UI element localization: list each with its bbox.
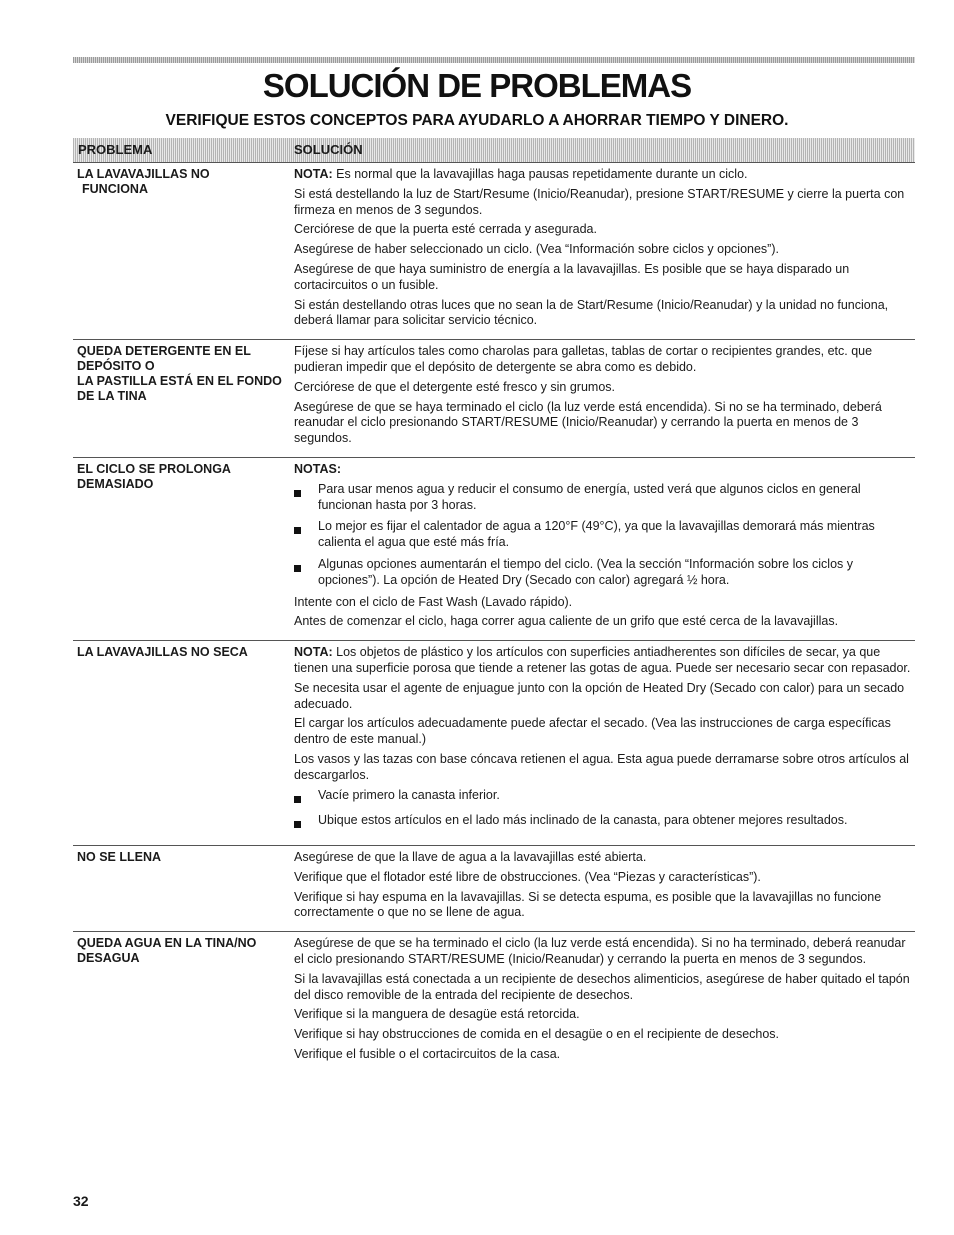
top-rule <box>73 57 915 63</box>
solution-body: Verifique el fusible o el cortacircuitos de la casa. <box>294 1047 561 1062</box>
bullet-square-icon <box>294 821 301 828</box>
page-subtitle: VERIFIQUE ESTOS CONCEPTOS PARA AYUDARLO A AHORRAR TIEMPO Y DINERO. <box>165 112 789 129</box>
solution-text <box>294 752 915 784</box>
note-label: NOTA: <box>294 167 333 181</box>
solution-body: Si están destellando otras luces que no sean la de Start/Resume (Inicio/Reanudar) y la unidad no funciona, deberá llamar para solicitar servicio técnico. <box>294 297 889 328</box>
bullet-item <box>294 813 915 833</box>
solution-body: Asegúrese de que haya suministro de energía a la lavavajillas. Es posible que se haya disparado un cortacircuitos o un fusible. <box>294 261 850 292</box>
bullet-text: Vacíe primero la canasta inferior. <box>318 787 500 802</box>
solution-text <box>294 462 915 478</box>
solution-text <box>294 1027 915 1043</box>
solution-body: Asegúrese de que se haya terminado el ciclo (la luz verde está encendida). Si no se ha terminado, deberá reanudar el ciclo presionando START/RESUME (Inicio/Reanudar) y cerrando la puerta en menos de 3 segundos. <box>294 399 882 446</box>
problem-cell <box>73 645 294 839</box>
solution-body: Antes de comenzar el ciclo, haga correr agua caliente de un grifo que esté cerca de la lavavajillas. <box>294 614 839 629</box>
solution-text <box>294 1047 915 1063</box>
column-header-solution: SOLUCIÓN <box>294 142 363 157</box>
bullet-square-icon <box>294 490 301 497</box>
solution-text <box>294 262 915 294</box>
solution-text <box>294 645 915 677</box>
solution-text <box>294 972 915 1004</box>
solution-body: Los vasos y las tazas con base cóncava retienen el agua. Esta agua puede derramarse sobre otros artículos al descargarlos. <box>294 751 909 782</box>
solution-body: Verifique si hay espuma en la lavavajillas. Si se detecta espuma, es posible que la lavavajillas no funcione correctamente o que no se llene de agua. <box>294 889 882 920</box>
problem-label: LA LAVAVAJILLAS NO <box>77 167 210 181</box>
solution-body: Los objetos de plástico y los artículos con superficies antiadherentes son difíciles de secar, ya que tienen una superficie porosa que tiende a retener las gotas de agua. Puede ser necesario secar con repasador. <box>294 645 911 675</box>
problem-label: DEMASIADO <box>77 476 154 491</box>
solution-body: Intente con el ciclo de Fast Wash (Lavado rápido). <box>294 594 573 609</box>
page-title: SOLUCIÓN DE PROBLEMAS <box>262 67 692 104</box>
solution-body: Asegúrese de que se ha terminado el ciclo (la luz verde está encendida). Si no ha terminado, deberá reanudar el ciclo presionando START/RESUME (Inicio/Reanudar) y cerrando la puerta en menos de 3 segundos. <box>294 936 906 967</box>
problem-cell <box>73 936 294 1067</box>
problem-label: QUEDA AGUA EN LA TINA/NO <box>77 936 257 951</box>
table-header-bar <box>73 138 915 163</box>
solution-body: Verifique si hay obstrucciones de comida en el desagüe o en el recipiente de desechos. <box>294 1027 780 1042</box>
solution-text <box>294 400 915 447</box>
problem-label: EL CICLO SE PROLONGA <box>77 461 231 476</box>
solution-body: Verifique si la manguera de desagüe está retorcida. <box>294 1007 580 1022</box>
solution-body: Si la lavavajillas está conectada a un recipiente de desechos alimenticios, asegúrese de haber quitado el tapón del disco removible de la entrada del recipiente de desechos. <box>294 971 910 1002</box>
solution-body: Fíjese si hay artículos tales como charolas para galletas, tablas de cortar o recipientes grandes, etc. que pudieran impedir que el depósito de detergente se abra como es debido. <box>294 344 873 374</box>
solution-cell <box>294 936 915 1067</box>
solution-body: El cargar los artículos adecuadamente puede afectar el secado. (Vea las instrucciones de carga específicas dentro de este manual.) <box>294 716 891 747</box>
solution-body: Se necesita usar el agente de enjuague junto con la opción de Heated Dry (Secado con calor) para un secado adecuado. <box>294 680 905 711</box>
note-label: NOTAS: <box>294 461 341 476</box>
solution-body: Es normal que la lavavajillas haga pausas repetidamente durante un ciclo. <box>332 167 748 181</box>
problem-label: QUEDA DETERGENTE EN EL DEPÓSITO O <box>77 344 251 374</box>
problem-label: FUNCIONA <box>82 182 148 196</box>
problem-cell <box>73 167 294 333</box>
bullet-item <box>294 557 915 589</box>
solution-text <box>294 298 915 330</box>
solution-text <box>294 167 915 183</box>
bullet-square-icon <box>294 527 301 534</box>
solution-text <box>294 850 915 866</box>
solution-text <box>294 870 915 886</box>
solution-cell <box>294 462 915 634</box>
column-header-problem: PROBLEMA <box>78 142 153 157</box>
solution-body: Cerciórese de que la puerta esté cerrada y asegurada. <box>294 222 597 237</box>
bullet-item <box>294 788 915 808</box>
bullet-square-icon <box>294 565 301 572</box>
solution-text <box>294 716 915 748</box>
solution-cell <box>294 645 915 839</box>
solution-text <box>294 614 915 630</box>
table-row <box>73 846 915 932</box>
solution-body: Cerciórese de que el detergente esté fresco y sin grumos. <box>294 379 616 394</box>
problem-label: LA PASTILLA ESTÁ EN EL FONDO DE LA TINA <box>77 374 282 404</box>
problem-label: LA LAVAVAJILLAS NO SECA <box>77 645 248 660</box>
solution-text <box>294 890 915 922</box>
bullet-text: Ubique estos artículos en el lado más inclinado de la canasta, para obtener mejores resultados. <box>318 813 848 828</box>
problem-label: NO SE LLENA <box>77 850 162 865</box>
solution-text <box>294 681 915 713</box>
bullet-text: Algunas opciones aumentarán el tiempo del ciclo. (Vea la sección “Información sobre los ciclos y opciones”). La opción de Heated Dry (Secado con calor) agregará ½ hora. <box>318 556 853 587</box>
table-row <box>73 163 915 340</box>
solution-body: Si está destellando la luz de Start/Resume (Inicio/Reanudar), presione START/RESUME y cierre la puerta con firmeza en menos de 3 segundos. <box>294 186 905 217</box>
solution-cell <box>294 167 915 333</box>
bullet-text: Para usar menos agua y reducir el consumo de energía, usted verá que algunos ciclos en general funcionan hasta por 3 horas. <box>318 481 861 512</box>
note-label: NOTA: <box>294 645 333 660</box>
solution-text <box>294 344 915 376</box>
table-row <box>73 340 915 458</box>
solution-body: Asegúrese de que la llave de agua a la lavavajillas esté abierta. <box>294 850 647 865</box>
solution-body: Verifique que el flotador esté libre de obstrucciones. (Vea “Piezas y características”). <box>294 869 761 884</box>
solution-text <box>294 595 915 611</box>
table-row <box>73 641 915 846</box>
solution-text <box>294 187 915 219</box>
table-row <box>73 458 915 641</box>
solution-cell <box>294 850 915 925</box>
bullet-item <box>294 482 915 514</box>
problem-label: DESAGUA <box>77 951 140 966</box>
problem-cell <box>73 462 294 634</box>
problem-cell <box>73 850 294 925</box>
bullet-text: Lo mejor es fijar el calentador de agua a 120°F (49°C), ya que la lavavajillas demorará más mientras calienta el agua que esté más fría. <box>318 519 875 550</box>
solution-text <box>294 1007 915 1023</box>
table-row <box>73 932 915 1073</box>
page-number: 32 <box>73 1193 89 1209</box>
bullet-square-icon <box>294 796 301 803</box>
solution-body: Asegúrese de haber seleccionado un ciclo. (Vea “Información sobre ciclos y opciones”). <box>294 242 779 257</box>
solution-text <box>294 242 915 258</box>
problem-cell <box>73 344 294 451</box>
solution-text <box>294 222 915 238</box>
bullet-item <box>294 519 915 551</box>
troubleshooting-table <box>73 163 915 1073</box>
solution-text <box>294 936 915 968</box>
solution-cell <box>294 344 915 451</box>
solution-text <box>294 380 915 396</box>
